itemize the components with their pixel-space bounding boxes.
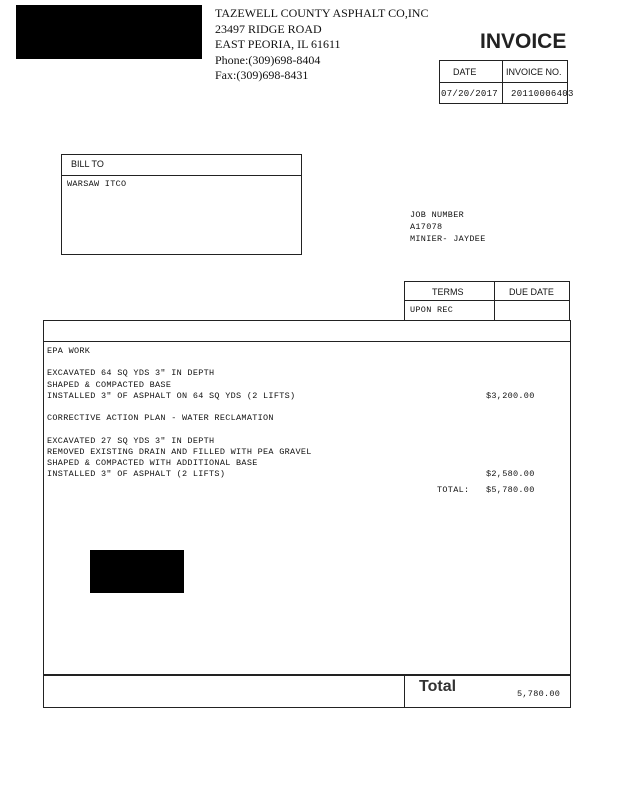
terms-label: TERMS (432, 287, 464, 297)
invoice-title: INVOICE (480, 30, 567, 53)
company-address-block (215, 6, 428, 84)
subtotal-label: TOTAL: (437, 485, 470, 495)
line-items (47, 346, 547, 480)
invoice-info-col-divider (502, 60, 503, 104)
invoice-number-label: INVOICE NO. (506, 67, 562, 77)
items-footer-divider (43, 674, 571, 676)
job-contact: MINIER- JAYDEE (410, 234, 486, 244)
terms-divider (404, 300, 570, 301)
invoice-info-divider (439, 82, 568, 83)
footer-total-label: Total (419, 678, 457, 695)
line-item: CORRECTIVE ACTION PLAN - WATER RECLAMATION (47, 413, 274, 424)
line-amount: $3,200.00 (486, 390, 535, 401)
line-amount: $2,580.00 (486, 469, 535, 480)
company-street: 23497 RIDGE ROAD (215, 21, 322, 36)
line-item: EXCAVATED 64 SQ YDS 3" IN DEPTH (47, 368, 215, 379)
company-fax: Fax:(309)698-8431 (215, 68, 309, 82)
terms-col-divider (494, 281, 495, 321)
company-city: EAST PEORIA, IL 61611 (215, 37, 341, 51)
company-name: TAZEWELL COUNTY ASPHALT CO,INC (215, 6, 429, 20)
line-item: INSTALLED 3" OF ASPHALT (2 LIFTS) $2,580.00 (47, 469, 535, 480)
line-item: EXCAVATED 27 SQ YDS 3" IN DEPTH (47, 435, 215, 446)
line-item (47, 424, 547, 435)
date-label: DATE (453, 67, 477, 77)
subtotal-value: $5,780.00 (486, 485, 535, 495)
job-number: A17078 (410, 222, 443, 232)
items-header-divider (43, 341, 571, 342)
line-item: INSTALLED 3" OF ASPHALT ON 64 SQ YDS (2 LIFTS) $3,200.00 (47, 390, 535, 401)
line-item: SHAPED & COMPACTED BASE (47, 379, 172, 390)
invoice-date: 07/20/2017 (441, 89, 499, 99)
bill-to-divider (61, 175, 302, 176)
line-item: REMOVED EXISTING DRAIN AND FILLED WITH PEA GRAVEL (47, 446, 312, 457)
line-item (47, 357, 547, 368)
bill-to-label: BILL TO (71, 159, 104, 169)
line-item: SHAPED & COMPACTED WITH ADDITIONAL BASE (47, 457, 258, 468)
line-item (47, 402, 547, 413)
job-number-label: JOB NUMBER (410, 210, 465, 220)
line-item: EPA WORK (47, 346, 91, 356)
terms-value: UPON REC (410, 305, 454, 315)
bill-to-box (61, 154, 302, 255)
due-date-label: DUE DATE (509, 287, 554, 297)
invoice-number: 20110006403 (511, 89, 574, 99)
bill-to-name: WARSAW ITCO (67, 179, 127, 189)
total-col-divider (404, 674, 405, 708)
job-info-block (410, 209, 486, 245)
company-phone: Phone:(309)698-8404 (215, 52, 321, 67)
redacted-logo (16, 5, 202, 59)
footer-total-value: 5,780.00 (517, 689, 561, 699)
